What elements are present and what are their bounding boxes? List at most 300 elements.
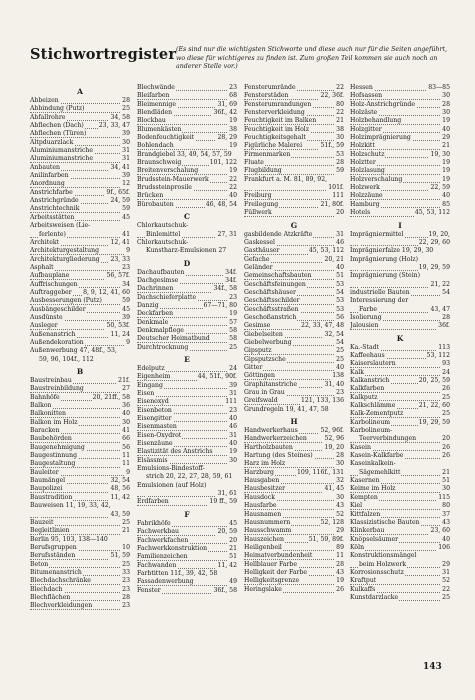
entry-term: Architekturgestaltung: [30, 247, 100, 255]
entry-pages: 40: [336, 364, 344, 371]
index-entry: [244, 159, 344, 167]
index-entry: [137, 201, 237, 209]
index-entry: [137, 126, 237, 134]
entry-pages: 20: [229, 536, 237, 544]
index-entry: [350, 151, 450, 159]
entry-pages: 34: [122, 280, 130, 288]
entry-term: gasbildende Ätzkräfte: [244, 230, 313, 238]
section-letter: D: [183, 258, 191, 268]
entry-pages: 51: [229, 553, 237, 561]
index-entry: [30, 147, 130, 155]
index-entry: [137, 151, 237, 159]
index-entry: [350, 586, 450, 594]
entry-pages: 31, 40: [324, 380, 344, 388]
entry-pages: 23: [122, 585, 130, 593]
index-entry: [137, 407, 237, 415]
entry-term: Abbeizen: [30, 97, 59, 104]
entry-term: Klinkerbau: [350, 527, 385, 535]
index-entry: [137, 473, 237, 481]
index-entry: [137, 490, 237, 498]
page-title: Stichwortregister: [30, 46, 177, 63]
index-entry: [350, 176, 450, 184]
entry-term: Isolierung: [350, 313, 382, 321]
entry-term: Feuchtigkeitsgehalt: [244, 134, 306, 142]
index-entry: [244, 586, 344, 594]
index-entry: [350, 435, 450, 443]
index-entry: [350, 552, 450, 560]
entry-pages: 9: [126, 247, 130, 255]
index-entry: [244, 381, 344, 389]
entry-term: Handwerkerhaus: [244, 427, 298, 435]
entry-pages: 26: [442, 443, 450, 451]
entry-term: Geschäftshäuser: [244, 288, 296, 296]
entry-pages: 22: [229, 184, 237, 192]
entry-term: Breitenverschalung: [137, 167, 199, 175]
index-entry: [30, 460, 130, 468]
entry-term: Holzlasung: [350, 167, 385, 175]
entry-pages: 23, 33: [110, 255, 130, 263]
index-entry: [244, 151, 344, 159]
entry-pages: 45, 53, 112: [414, 209, 450, 217]
entry-term: Emulsionen (auf Holz): [137, 481, 207, 489]
entry-pages: 40: [229, 415, 237, 423]
entry-pages: 30: [122, 138, 130, 146]
index-entry: [30, 97, 130, 105]
index-entry: [350, 322, 450, 330]
index-entry: [137, 398, 237, 406]
entry-term: Denkmalpflege: [137, 326, 184, 334]
index-entry: [137, 373, 237, 381]
entry-term: Kulkaffs: [350, 585, 376, 593]
entry-pages: 59: [336, 167, 344, 175]
entry-term: Hartung (des Steines): [244, 452, 313, 460]
index-entry: [244, 561, 344, 569]
entry-term: Baubehörden: [30, 435, 72, 443]
entry-pages: 23: [229, 84, 237, 91]
index-entry: [244, 289, 344, 297]
entry-pages: 59: [122, 297, 130, 305]
index-entry: [350, 314, 450, 322]
entry-term: [253, 184, 254, 191]
index-entry: [137, 335, 237, 343]
index-entry: [30, 452, 130, 460]
entry-term: [39, 511, 40, 518]
entry-pages: 12: [122, 180, 130, 188]
entry-term: Außenanstrich: [30, 330, 76, 338]
entry-pages: 20, 21: [324, 255, 344, 263]
entry-pages: 21: [442, 468, 450, 476]
entry-pages: 27, 31: [217, 230, 237, 238]
entry-term: Holzschutz: [350, 150, 385, 158]
entry-pages: 31: [122, 155, 130, 163]
entry-term: Abbindung (Putz): [30, 105, 85, 113]
entry-term: Architekturgliederung: [30, 255, 100, 263]
index-entry: [30, 339, 130, 347]
entry-pages: 23: [229, 293, 237, 301]
index-entry: [244, 134, 344, 142]
index-entry: [244, 281, 344, 289]
entry-term: Asphalt: [30, 263, 54, 271]
index-entry: [244, 577, 344, 585]
entry-term: Fensterumrandungen: [244, 100, 312, 108]
entry-term: Fenster: [137, 586, 161, 594]
entry-pages: 46: [229, 423, 237, 431]
entry-term: Jalousien: [350, 322, 379, 330]
index-entry: [30, 105, 130, 113]
entry-pages: 19: [229, 142, 237, 150]
entry-term: Bleifarben: [137, 92, 170, 100]
index-entry: [244, 126, 344, 134]
entry-pages: 53: [336, 297, 344, 305]
entry-pages: 43, 59: [110, 510, 130, 518]
index-entry: [30, 569, 130, 577]
index-entry: [350, 577, 450, 585]
entry-term: Bohlendach: [137, 142, 174, 150]
entry-pages: 44, 51f., 90f.: [197, 373, 237, 381]
entry-term: Balkonitten: [30, 410, 66, 418]
index-entry: [30, 114, 130, 122]
index-entry: [350, 360, 450, 368]
index-entry: [137, 184, 237, 192]
entry-term: Berufsständen: [30, 552, 76, 560]
entry-term: Frankfurt a. M. 81, 89, 92,: [244, 175, 328, 183]
entry-pages: 39: [122, 172, 130, 180]
entry-pages: 32, 54: [324, 330, 344, 338]
index-entry: [137, 176, 237, 184]
index-entry: [30, 577, 130, 585]
entry-pages: 53, 112: [426, 351, 450, 359]
index-entry: [30, 561, 130, 569]
entry-term: Ka.-Stadt: [350, 343, 380, 351]
entry-term: Geländer: [244, 263, 273, 271]
entry-term: Aluminiumanstriche: [30, 147, 93, 155]
index-entry: [244, 314, 344, 322]
index-entry: [350, 569, 450, 577]
entry-pages: 51, 59: [110, 552, 130, 560]
index-entry: [350, 247, 450, 255]
index-entry: [244, 331, 344, 339]
entry-term: Gitter: [244, 364, 263, 371]
index-entry: [244, 264, 344, 272]
index-entry: [30, 256, 130, 264]
entry-pages: 31, 61: [217, 490, 237, 498]
index-entry: [137, 167, 237, 175]
entry-pages: 46, 48, 54: [205, 200, 237, 208]
index-entry: [244, 427, 344, 435]
entry-term: Blechdach: [30, 585, 63, 593]
entry-pages: 41, 45: [324, 485, 344, 493]
entry-term: Auffrischungen: [30, 280, 78, 288]
entry-term: Holzimprägnierung: [350, 134, 411, 142]
entry-term: [146, 490, 147, 497]
index-entry: [137, 465, 237, 473]
entry-pages: 9: [126, 468, 130, 476]
entry-pages: 46: [336, 238, 344, 246]
index-entry: [137, 448, 237, 456]
entry-term: Ausdünste: [30, 313, 63, 321]
entry-term: Blechwände: [137, 84, 175, 91]
entry-pages: 39: [122, 313, 130, 321]
entry-term: Balkon im Holz: [30, 418, 78, 426]
entry-pages: 22, 59: [430, 184, 450, 192]
entry-term: Berlin 95, 103, 138—140: [30, 535, 108, 543]
index-entry: [244, 176, 344, 184]
entry-term: Bürobauten: [137, 200, 174, 208]
index-entry: [137, 247, 237, 255]
index-entry: [137, 545, 237, 553]
index-entry: [30, 477, 130, 485]
index-entry: [244, 469, 344, 477]
index-entry: [244, 452, 344, 460]
index-entry: [30, 272, 130, 280]
entry-pages: 57: [229, 318, 237, 326]
entry-pages: 51: [442, 477, 450, 485]
index-entry: [137, 482, 237, 490]
entry-pages: 50, 53f.: [106, 322, 130, 330]
entry-pages: 22: [442, 585, 450, 593]
index-entry: [350, 377, 450, 385]
entry-term: Holzkitt: [350, 142, 375, 150]
entry-pages: 19: [229, 448, 237, 456]
index-entry: [244, 167, 344, 175]
entry-term: Freilegung: [244, 200, 279, 208]
entry-pages: 80: [442, 502, 450, 510]
entry-term: Harzburg: [244, 468, 274, 476]
entry-pages: 56: [336, 313, 344, 321]
entry-pages: 85: [442, 200, 450, 208]
entry-term: Flugbildung: [244, 167, 282, 175]
index-entry: [350, 402, 450, 410]
entry-term: Ausbesserungen (Putz): [30, 297, 102, 305]
entry-pages: 21: [122, 527, 130, 535]
entry-pages: 28: [122, 97, 130, 104]
index-entry: [244, 511, 344, 519]
entry-pages: 93: [442, 360, 450, 368]
index-entry: [350, 239, 450, 247]
index-entry: [137, 537, 237, 545]
entry-pages: 111: [332, 192, 344, 200]
entry-pages: 26: [336, 585, 344, 593]
index-entry: [244, 389, 344, 397]
entry-pages: 52: [336, 510, 344, 518]
entry-term: Erdfarben: [137, 498, 169, 506]
entry-term: Hausschwamm: [244, 527, 292, 535]
entry-term: Karbolineum: [350, 418, 391, 426]
index-entry: [30, 536, 130, 544]
entry-term: Gaskessel: [244, 238, 275, 246]
entry-pages: 31: [442, 568, 450, 576]
entry-term: Hauszeichen: [244, 535, 284, 543]
entry-pages: 39: [122, 130, 130, 138]
entry-pages: 40: [442, 192, 450, 200]
entry-term: Chlorkautschuk-: [137, 238, 189, 246]
entry-pages: 53: [336, 305, 344, 313]
entry-pages: 34f.: [225, 276, 237, 284]
index-entry: [137, 239, 237, 247]
index-entry: [137, 570, 237, 578]
section-letter: I: [398, 220, 402, 230]
index-entry: [244, 101, 344, 109]
index-entry: [30, 264, 130, 272]
entry-term: Aluminiumanstriche: [30, 155, 93, 163]
entry-term: Teerverbindungen: [359, 435, 417, 443]
index-entry: [137, 134, 237, 142]
entry-pages: 25: [336, 347, 344, 355]
entry-term: Hellblauer Farbe: [244, 560, 297, 568]
index-entry: [30, 519, 130, 527]
index-entry: [137, 457, 237, 465]
index-entry: [30, 356, 130, 364]
entry-pages: 25: [122, 560, 130, 568]
entry-term: Chlorkautschuk-: [137, 222, 189, 230]
entry-term: Geschäftsschilder: [244, 297, 300, 305]
index-entry: [137, 390, 237, 398]
index-entry: [350, 272, 450, 280]
section-letter: H: [290, 417, 298, 427]
index-entry: [350, 527, 450, 535]
index-entry: [350, 281, 450, 289]
index-entry: [350, 452, 450, 460]
entry-term: Baumängel: [30, 477, 66, 485]
entry-term: Architekt: [30, 238, 60, 246]
entry-term: Dachschieferplatte: [137, 293, 197, 301]
entry-pages: 11: [122, 452, 130, 460]
entry-term: Elsässmis: [137, 456, 168, 464]
entry-term: Gemeinschaftsbauten: [244, 272, 312, 280]
index-entry: [30, 410, 130, 418]
entry-pages: 34f., 58: [213, 285, 237, 293]
index-entry: [137, 84, 237, 92]
index-entry: [30, 205, 130, 213]
entry-pages: 29: [442, 134, 450, 142]
index-entry: [30, 419, 130, 427]
entry-pages: 19: [229, 310, 237, 318]
index-entry: [30, 602, 130, 610]
index-entry: [244, 201, 344, 209]
entry-term: Figürliche Malerei: [244, 142, 303, 150]
index-entry: [137, 159, 237, 167]
entry-term: Hartholzbauten: [244, 443, 293, 451]
entry-pages: 26: [442, 385, 450, 393]
index-entry: [350, 460, 450, 468]
entry-pages: 31: [122, 147, 130, 155]
entry-pages: 11: [122, 460, 130, 468]
entry-term: Familienzeichen: [137, 553, 188, 561]
index-column-4: [350, 84, 450, 644]
entry-pages: 23: [336, 389, 344, 397]
index-entry: [244, 519, 344, 527]
entry-pages: 21: [442, 142, 450, 150]
index-entry: [244, 527, 344, 535]
entry-term: Bauleiter: [30, 468, 59, 476]
entry-pages: 34, 41: [110, 163, 130, 171]
entry-term: Außendekoration: [30, 338, 84, 346]
entry-pages: 32: [336, 477, 344, 485]
entry-pages: 23: [229, 406, 237, 414]
entry-term: Blumenkästen: [137, 125, 182, 133]
entry-pages: 28: [336, 159, 344, 167]
index-entry: [244, 485, 344, 493]
entry-pages: 31: [336, 230, 344, 238]
index-entry: [350, 369, 450, 377]
entry-term: Baugestaltung: [30, 460, 76, 468]
index-entry: [244, 109, 344, 117]
entry-term: Durchtrocknung: [137, 343, 189, 351]
entry-pages: 40: [442, 125, 450, 133]
entry-pages: 20, 59: [217, 528, 237, 536]
entry-term: Arbeitsweisen (Lie-: [30, 222, 91, 230]
entry-term: Baugestinnung: [30, 452, 78, 460]
entry-term: Knöpselsäumer: [350, 535, 399, 543]
index-entry: [244, 552, 344, 560]
entry-pages: 45, 53, 112: [308, 247, 344, 255]
entry-pages: 36f.: [438, 322, 450, 330]
index-entry: [30, 322, 130, 330]
entry-term: Gipsputz: [244, 347, 272, 355]
index-entry: [30, 511, 130, 519]
index-entry: [137, 344, 237, 352]
index-entry: [244, 502, 344, 510]
entry-pages: 101f.: [328, 184, 344, 192]
index-entry: [137, 365, 237, 373]
entry-pages: 30: [229, 456, 237, 464]
index-entry: [137, 117, 237, 125]
entry-pages: 138: [332, 372, 344, 380]
entry-pages: 43, 47: [430, 305, 450, 313]
entry-term: Auftraggeber: [30, 288, 72, 296]
index-entry: [30, 306, 130, 314]
entry-pages: 24, 59: [110, 197, 130, 205]
entry-term: Abflechen (Türen): [30, 130, 87, 138]
entry-term: Eigenheim: [137, 373, 171, 381]
entry-term: Geschäftsstraßen: [244, 305, 299, 313]
entry-term: Binlemittel: [146, 230, 181, 238]
entry-term: ferlente): [39, 230, 66, 238]
entry-term: Balkon: [30, 402, 52, 410]
index-entry: [350, 469, 450, 477]
entry-term: Holzwerk: [350, 184, 380, 192]
entry-pages: 83—85: [428, 84, 450, 91]
entry-pages: 28: [442, 100, 450, 108]
entry-pages: 11, 42: [110, 493, 130, 501]
index-entry: [137, 101, 237, 109]
entry-term: Begleitlinien: [30, 527, 70, 535]
entry-term: Anilinfarben: [30, 172, 69, 180]
entry-term: [359, 281, 360, 288]
entry-pages: 54: [442, 288, 450, 296]
entry-term: Fluate: [244, 159, 264, 167]
entry-pages: 23: [122, 263, 130, 271]
section-letter: B: [76, 367, 84, 376]
entry-term: Imprägnierung (Holz): [350, 255, 419, 263]
entry-term: Heiligenbeil: [244, 543, 282, 551]
entry-term: Deutscher Heimatbund: [137, 335, 210, 343]
entry-term: Hamburg: [350, 200, 380, 208]
entry-term: Korrosionsschutz: [350, 568, 404, 576]
index-entry: [244, 364, 344, 372]
index-entry: [30, 239, 130, 247]
entry-term: Heringslake: [244, 585, 282, 593]
entry-pages: 52, 96f.: [320, 427, 344, 435]
index-entry: [137, 285, 237, 293]
entry-term: Eisenmasten: [137, 423, 177, 431]
entry-term: Hausnummern: [244, 518, 291, 526]
index-entry: [137, 562, 237, 570]
index-entry: [30, 552, 130, 560]
index-entry: [244, 494, 344, 502]
index-entry: [350, 142, 450, 150]
entry-pages: 20, 21ff., 58: [92, 393, 130, 401]
